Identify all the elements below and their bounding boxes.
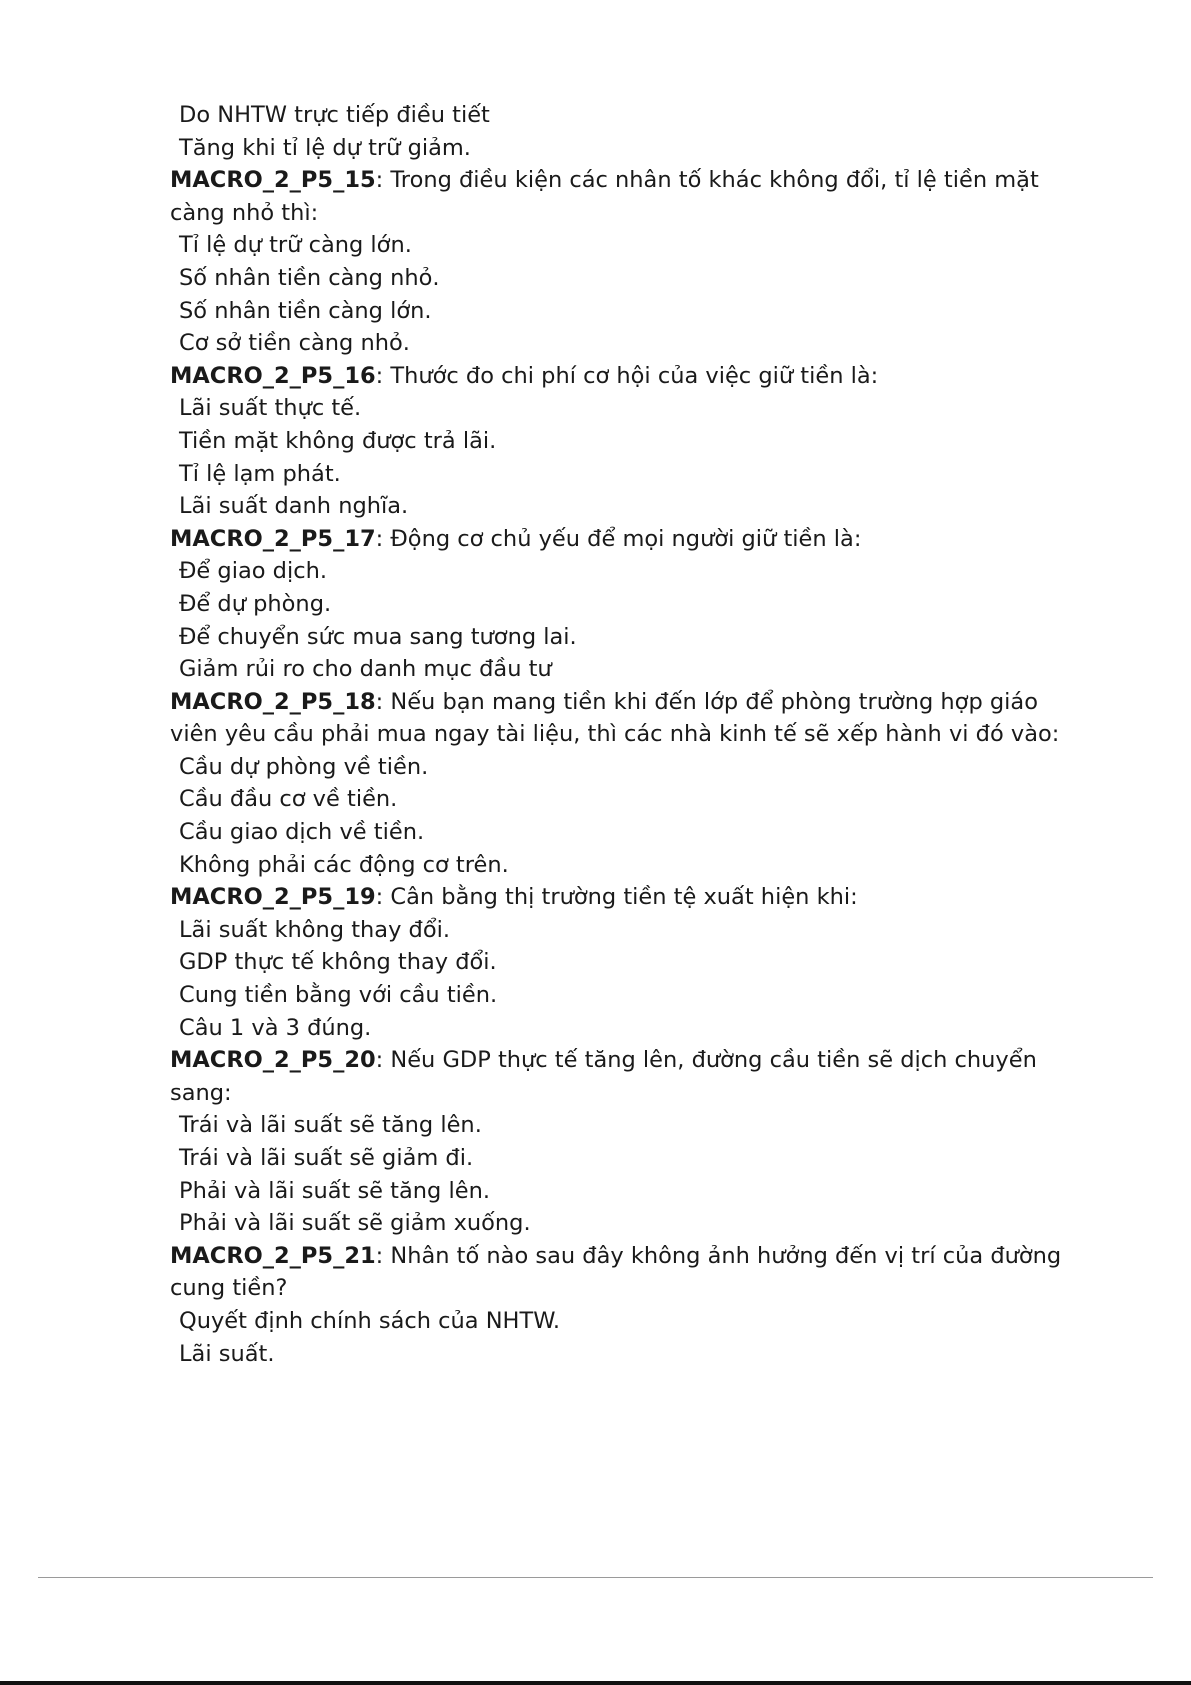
question-code: MACRO_2_P5_17: [170, 525, 376, 552]
question-block: [170, 881, 1080, 914]
option-line: Để dự phòng.: [179, 590, 332, 617]
option-line: Tiền mặt không được trả lãi.: [179, 427, 497, 454]
option-line: Cung tiền bằng với cầu tiền.: [179, 982, 498, 1009]
option-line: Lãi suất danh nghĩa.: [179, 493, 409, 520]
option-line: Số nhân tiền càng nhỏ.: [179, 264, 440, 291]
option-line: Do NHTW trực tiếp điều tiết: [179, 102, 490, 128]
bottom-edge-strip: [0, 1681, 1191, 1685]
question-code: MACRO_2_P5_20: [170, 1047, 376, 1074]
question-text: : Nếu GDP thực tế tăng lên, đường cầu tiền sẽ dịch chuyển sang:: [170, 1047, 1037, 1106]
option-line: Quyết định chính sách của NHTW.: [179, 1307, 561, 1334]
question-code: MACRO_2_P5_19: [170, 884, 376, 911]
option-line: Lãi suất.: [179, 1340, 275, 1367]
question-text: : Nhân tố nào sau đây không ảnh hưởng đến vị trí của đường cung tiền?: [170, 1242, 1062, 1302]
option-line: Cầu giao dịch về tiền.: [179, 819, 425, 846]
option-line: Phải và lãi suất sẽ tăng lên.: [179, 1177, 490, 1204]
question-text: : Cân bằng thị trường tiền tệ xuất hiện khi:: [375, 884, 858, 911]
question-block: [170, 164, 1080, 229]
question-block: [170, 686, 1080, 751]
question-code: MACRO_2_P5_18: [170, 688, 376, 715]
footer-divider: [38, 1577, 1153, 1578]
option-line: Cầu đầu cơ về tiền.: [179, 786, 398, 813]
question-code: MACRO_2_P5_15: [170, 167, 376, 194]
option-line: Lãi suất thực tế.: [179, 395, 362, 422]
question-text: : Động cơ chủ yếu để mọi người giữ tiền là:: [375, 525, 862, 552]
option-line: Giảm rủi ro cho danh mục đầu tư: [179, 656, 552, 683]
question-block: [170, 523, 1080, 556]
option-line: Không phải các động cơ trên.: [179, 851, 509, 878]
option-line: Tỉ lệ lạm phát.: [179, 460, 341, 487]
option-line: Để chuyển sức mua sang tương lai.: [179, 623, 577, 650]
document-page: [170, 99, 1080, 1370]
option-line: Để giao dịch.: [179, 558, 327, 585]
option-line: Cầu dự phòng về tiền.: [179, 753, 429, 780]
question-text: : Thước đo chi phí cơ hội của việc giữ tiền là:: [375, 362, 879, 389]
option-line: Trái và lãi suất sẽ tăng lên.: [179, 1112, 482, 1139]
option-line: Tỉ lệ dự trữ càng lớn.: [179, 232, 412, 259]
option-line: Câu 1 và 3 đúng.: [179, 1014, 372, 1041]
question-block: [170, 360, 1080, 393]
question-block: [170, 1044, 1080, 1109]
option-line: Tăng khi tỉ lệ dự trữ giảm.: [179, 134, 471, 161]
option-line: Cơ sở tiền càng nhỏ.: [179, 330, 410, 357]
option-line: GDP thực tế không thay đổi.: [179, 949, 497, 976]
question-block: [170, 1240, 1080, 1305]
option-line: Trái và lãi suất sẽ giảm đi.: [179, 1145, 474, 1171]
option-line: Lãi suất không thay đổi.: [179, 916, 451, 943]
option-line: Phải và lãi suất sẽ giảm xuống.: [179, 1210, 531, 1237]
question-text: : Nếu bạn mang tiền khi đến lớp để phòng trường hợp giáo viên yêu cầu phải mua ngay tài liệu, thì các nhà kinh tế sẽ xếp hành vi đó vào:: [170, 688, 1060, 748]
question-code: MACRO_2_P5_16: [170, 362, 376, 389]
question-text: : Trong điều kiện các nhân tố khác không đổi, tỉ lệ tiền mặt càng nhỏ thì:: [170, 167, 1039, 226]
question-code: MACRO_2_P5_21: [170, 1242, 376, 1269]
option-line: Số nhân tiền càng lớn.: [179, 297, 432, 324]
